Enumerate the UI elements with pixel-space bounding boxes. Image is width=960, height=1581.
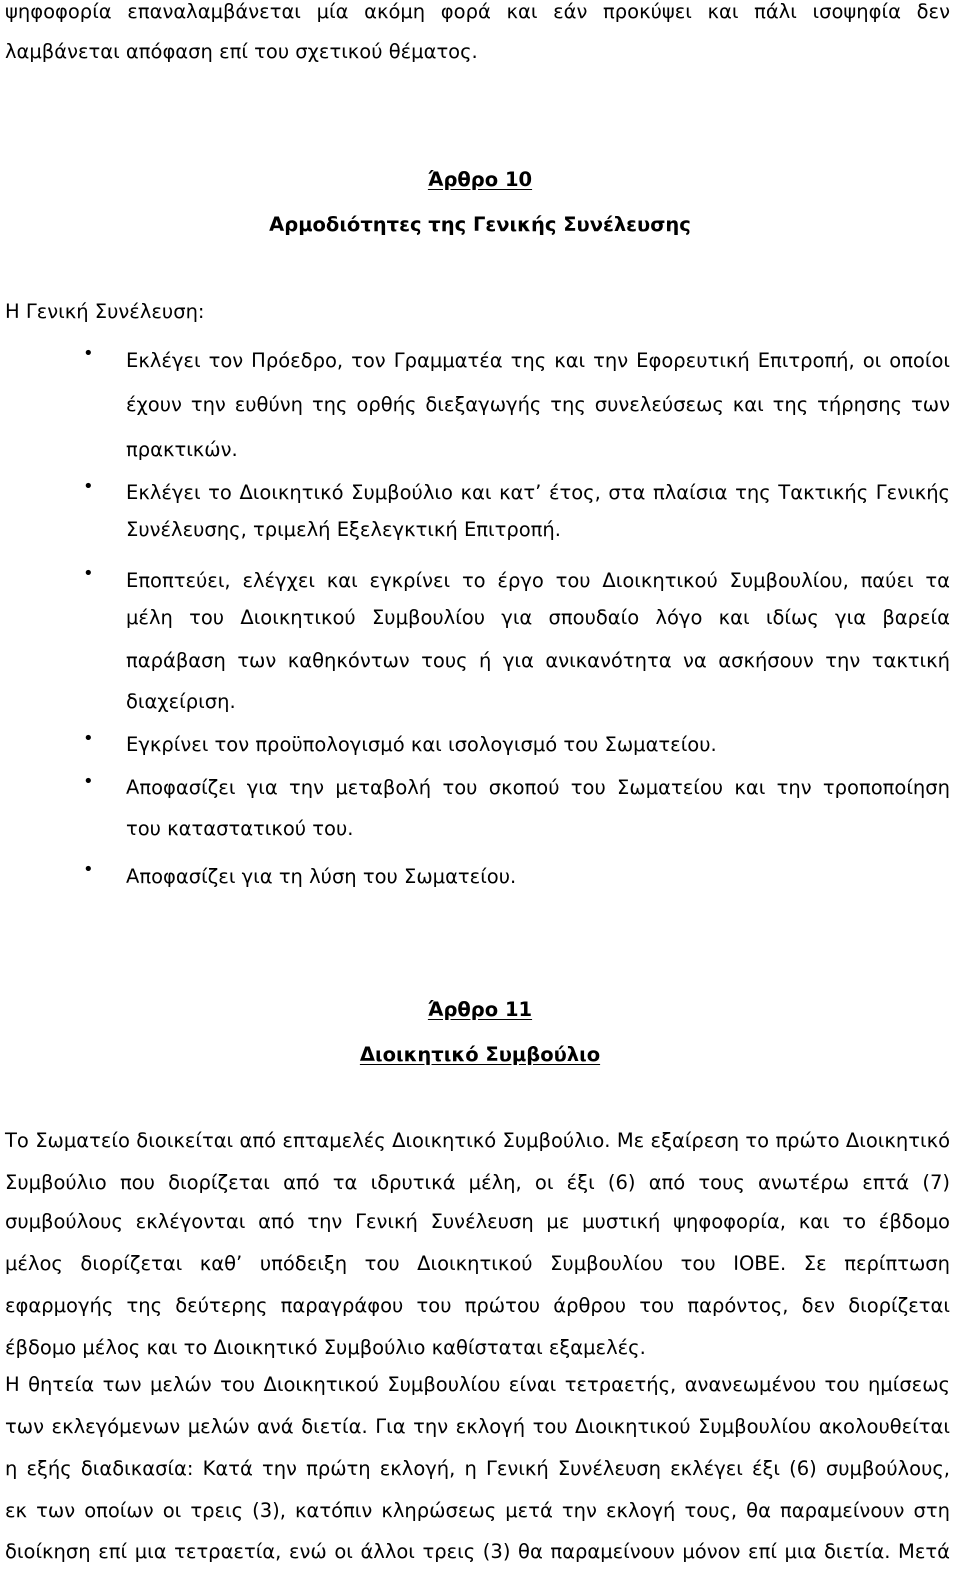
list-item-5-line-1: Αποφασίζει για την μεταβολή του σκοπού του Σωματείου και την τροποποίηση bbox=[126, 776, 950, 799]
article-11-line-1: Το Σωματείο διοικείται από επταμελές Διοικητικό Συμβούλιο. Με εξαίρεση το πρώτο Διοικητικό bbox=[5, 1129, 950, 1152]
list-item-2-line-2: Συνέλευσης, τριμελή Εξελεγκτική Επιτροπή. bbox=[126, 518, 561, 541]
bullet-icon: • bbox=[83, 563, 94, 584]
list-item-3-line-2: μέλη του Διοικητικού Συμβουλίου για σπουδαίο λόγο και ιδίως για βαρεία bbox=[126, 606, 950, 629]
article-11-line-7: Η θητεία των μελών του Διοικητικού Συμβουλίου είναι τετραετής, ανανεωμένου του ημίσεως bbox=[5, 1373, 950, 1396]
article-11-title: Διοικητικό Συμβούλιο bbox=[359, 1043, 601, 1066]
list-item-3-line-4: διαχείριση. bbox=[126, 690, 236, 713]
intro-line-1: ψηφοφορία επαναλαμβάνεται μία ακόμη φορά και εάν προκύψει και πάλι ισοψηφία δεν bbox=[5, 0, 950, 23]
article-11-line-6: έβδομο μέλος και το Διοικητικό Συμβούλιο καθίσταται εξαμελές. bbox=[5, 1336, 646, 1359]
article-11-number: Άρθρο 11 bbox=[427, 998, 533, 1021]
list-item-3-line-3: παράβαση των καθηκόντων τους ή για ανικανότητα να ασκήσουν την τακτική bbox=[126, 649, 950, 672]
article-11-line-8: των εκλεγόμενων μελών ανά διετία. Για την εκλογή του Διοικητικού Συμβουλίου ακολουθείται bbox=[5, 1415, 950, 1438]
list-item-1-line-1: Εκλέγει τον Πρόεδρο, τον Γραμματέα της και την Εφορευτική Επιτροπή, οι οποίοι bbox=[126, 349, 950, 372]
list-item-3-line-1: Εποπτεύει, ελέγχει και εγκρίνει το έργο του Διοικητικού Συμβουλίου, παύει τα bbox=[126, 569, 950, 592]
bullet-icon: • bbox=[83, 859, 94, 880]
bullet-icon: • bbox=[83, 343, 94, 364]
list-item-4-line-1: Εγκρίνει τον προϋπολογισμό και ισολογισμό του Σωματείου. bbox=[126, 733, 717, 756]
intro-line-2: λαμβάνεται απόφαση επί του σχετικού θέματος. bbox=[5, 40, 478, 63]
list-item-1-line-3: πρακτικών. bbox=[126, 438, 238, 461]
article-11-line-4: μέλος διορίζεται καθ’ υπόδειξη του Διοικητικού Συμβουλίου του ΙΟΒΕ. Σε περίπτωση bbox=[5, 1252, 950, 1275]
list-item-2-line-1: Εκλέγει το Διοικητικό Συμβούλιο και κατ’ έτος, στα πλαίσια της Τακτικής Γενικής bbox=[126, 481, 950, 504]
bullet-icon: • bbox=[83, 771, 94, 792]
article-11-line-9: η εξής διαδικασία: Κατά την πρώτη εκλογή, η Γενική Συνέλευση εκλέγει έξι (6) συμβούλους, bbox=[5, 1457, 950, 1480]
article-10-lead: Η Γενική Συνέλευση: bbox=[5, 300, 205, 323]
article-11-line-5: εφαρμογής της δεύτερης παραγράφου του πρώτου άρθρου του παρόντος, δεν διορίζεται bbox=[5, 1294, 950, 1317]
article-11-line-11: διοίκηση επί μια τετραετία, ενώ οι άλλοι τρεις (3) θα παραμείνουν μόνον επί μια διετία. Μετά bbox=[5, 1540, 950, 1563]
article-11-line-2: Συμβούλιο που διορίζεται από τα ιδρυτικά μέλη, οι έξι (6) από τους ανωτέρω επτά (7) bbox=[5, 1171, 950, 1194]
article-10-number: Άρθρο 10 bbox=[427, 168, 533, 191]
list-item-5-line-2: του καταστατικού του. bbox=[126, 817, 354, 840]
article-11-line-3: συμβούλους εκλέγονται από την Γενική Συνέλευση με μυστική ψηφοφορία, και το έβδομο bbox=[5, 1210, 950, 1233]
article-10-title: Αρμοδιότητες της Γενικής Συνέλευσης bbox=[269, 213, 691, 236]
article-11-line-10: εκ των οποίων οι τρεις (3), κατόπιν κληρώσεως μετά την εκλογή τους, θα παραμείνουν στη bbox=[5, 1499, 950, 1522]
list-item-6-line-1: Αποφασίζει για τη λύση του Σωματείου. bbox=[126, 865, 517, 888]
bullet-icon: • bbox=[83, 476, 94, 497]
bullet-icon: • bbox=[83, 728, 94, 749]
list-item-1-line-2: έχουν την ευθύνη της ορθής διεξαγωγής της συνελεύσεως και της τήρησης των bbox=[126, 393, 950, 416]
